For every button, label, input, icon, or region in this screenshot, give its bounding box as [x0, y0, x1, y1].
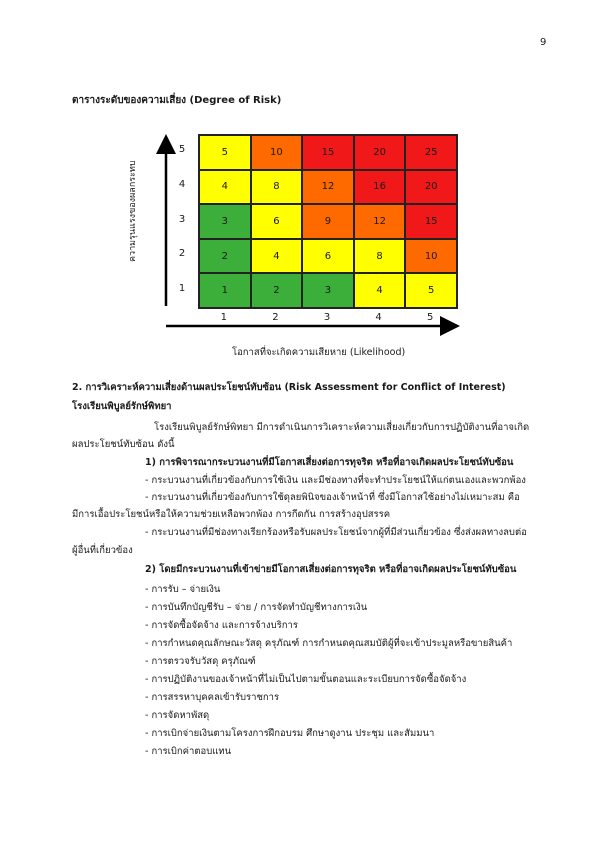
risk-cell: 8 [251, 170, 303, 205]
sub2-item: - การรับ – จ่ายเงิน [145, 584, 221, 595]
y-tick-label: 1 [178, 282, 186, 294]
risk-cell: 1 [199, 273, 251, 308]
sub2-item: - การเบิกค่าตอบแทน [145, 746, 232, 757]
risk-cell: 20 [354, 135, 406, 170]
intro-line-1: โรงเรียนพิบูลย์รักษ์พิทยา มีการดำเนินการวิเคราะห์ความเสี่ยงเกี่ยวกับการปฏิบัติงานที่อาจเกิด [154, 422, 530, 433]
sub1-title: 1) การพิจารณากระบวนงานที่มีโอกาสเสี่ยงต่อการทุจริต หรือที่อาจเกิดผลประโยชน์ทับซ้อน [145, 457, 514, 468]
risk-cell: 6 [251, 204, 303, 239]
risk-cell: 4 [251, 239, 303, 274]
sub1-item-continued: มีการเอื้อประโยชน์หรือให้ความช่วยเหลือพวกพ้อง การกีดกัน การสร้างอุปสรรค [72, 509, 391, 520]
risk-matrix-grid [198, 134, 458, 309]
sub2-item: - การเบิกจ่ายเงินตามโครงการฝึกอบรม ศึกษาดูงาน ประชุม และสัมมนา [145, 728, 435, 739]
risk-cell: 6 [302, 239, 354, 274]
y-tick-label: 5 [178, 144, 186, 156]
sub1-item: - กระบวนงานที่เกี่ยวข้องกับการใช้เงิน และมีช่องทางที่จะทำประโยชน์ให้แก่ตนเองและพวกพ้อง [145, 475, 526, 486]
school-name: โรงเรียนพิบูลย์รักษ์พิทยา [72, 401, 172, 412]
sub1-item: - กระบวนงานที่เกี่ยวข้องกับการใช้ดุลยพินิจของเจ้าหน้าที่ ซึ่งมีโอกาสใช้อย่างไม่เหมาะสม คือ [145, 492, 520, 503]
x-tick-label: 1 [220, 312, 227, 323]
risk-cell: 16 [354, 170, 406, 205]
sub2-item: - การตรวจรับวัสดุ ครุภัณฑ์ [145, 656, 256, 667]
risk-cell: 8 [354, 239, 406, 274]
risk-cell: 10 [251, 135, 303, 170]
risk-cell: 4 [199, 170, 251, 205]
x-axis-label: โอกาสที่จะเกิดความเสียหาย (Likelihood) [232, 347, 406, 358]
risk-cell: 5 [405, 273, 457, 308]
section-heading: 2. การวิเคราะห์ความเสี่ยงด้านผลประโยชน์ทับซ้อน (Risk Assessment for Conflict of Interest) [72, 382, 506, 393]
y-tick-label: 2 [178, 248, 186, 260]
sub1-item: - กระบวนงานที่มีช่องทางเรียกร้องหรือรับผลประโยชน์จากผู้ที่มีส่วนเกี่ยวข้อง ซึ่งส่งผลทางลบต่อ [145, 527, 527, 538]
x-tick-label: 4 [375, 312, 382, 323]
risk-cell: 2 [251, 273, 303, 308]
sub1-item-continued: ผู้อื่นที่เกี่ยวข้อง [72, 545, 133, 556]
risk-cell: 5 [199, 135, 251, 170]
sub2-item: - การบันทึกบัญชีรับ – จ่าย / การจัดทำบัญชีทางการเงิน [145, 602, 368, 613]
sub2-item: - การจัดซื้อจัดจ้าง และการจ้างบริการ [145, 620, 298, 631]
risk-cell: 15 [302, 135, 354, 170]
sub2-item: - การสรรหาบุคคลเข้ารับราชการ [145, 692, 280, 703]
risk-cell: 2 [199, 239, 251, 274]
page-number: 9 [540, 37, 547, 48]
risk-cell: 3 [199, 204, 251, 239]
x-tick-label: 2 [272, 312, 279, 323]
y-tick-label: 3 [178, 213, 186, 225]
risk-cell: 3 [302, 273, 354, 308]
intro-line-2: ผลประโยชน์ทับซ้อน ดังนี้ [72, 439, 175, 450]
sub2-item: - การจัดหาพัสดุ [145, 710, 210, 721]
x-tick-label: 3 [323, 312, 331, 323]
risk-cell: 25 [405, 135, 457, 170]
sub2-title: 2) โดยมีกระบวนงานที่เข้าข่ายมีโอกาสเสี่ยงต่อการทุจริต หรือที่อาจเกิดผลประโยชน์ทับซ้อน [145, 564, 517, 575]
y-tick-label: 4 [178, 178, 186, 190]
risk-matrix-title: ตารางระดับของความเสี่ยง (Degree of Risk) [72, 95, 282, 106]
risk-cell: 12 [354, 204, 406, 239]
risk-cell: 15 [405, 204, 457, 239]
risk-cell: 12 [302, 170, 354, 205]
risk-cell: 9 [302, 204, 354, 239]
risk-cell: 10 [405, 239, 457, 274]
y-axis-label: ความรุนแรงของผลกระทบ [128, 160, 138, 262]
risk-cell: 20 [405, 170, 457, 205]
sub2-item: - การกำหนดคุณลักษณะวัสดุ ครุภัณฑ์ การกำหนดคุณสมบัติผู้ที่จะเข้าประมูลหรือขายสินค้า [145, 638, 513, 649]
risk-cell: 4 [354, 273, 406, 308]
x-tick-label: 5 [427, 312, 434, 323]
sub2-item: - การปฏิบัติงานของเจ้าหน้าที่ไม่เป็นไปตามขั้นตอนและระเบียบการจัดซื้อจัดจ้าง [145, 674, 467, 685]
